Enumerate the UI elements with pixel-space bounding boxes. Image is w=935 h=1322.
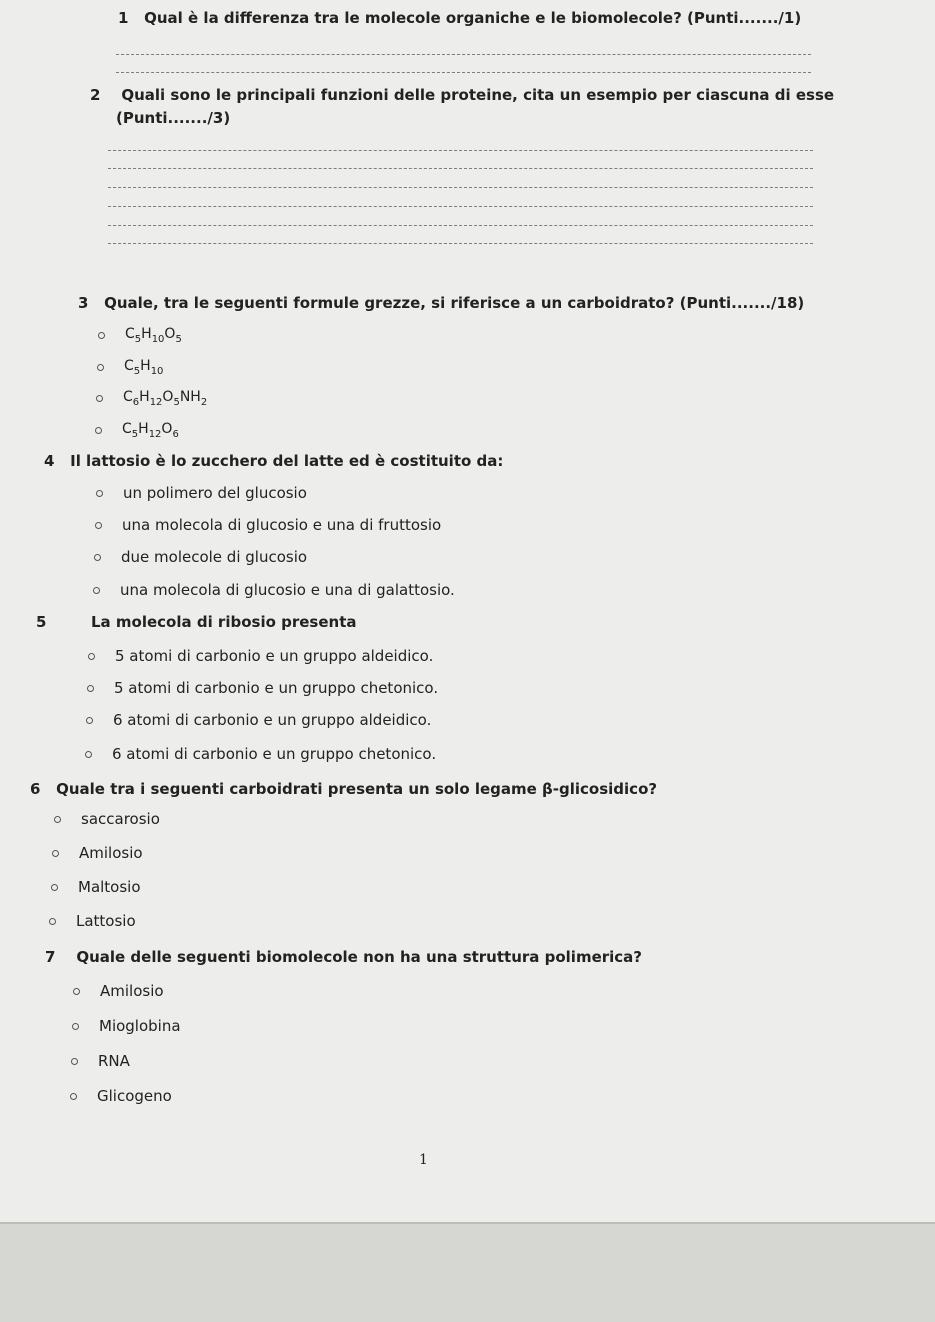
answer-line[interactable] — [108, 168, 813, 169]
option-label: una molecola di glucosio e una di galattosio. — [120, 581, 455, 599]
option-label: saccarosio — [81, 810, 160, 828]
answer-line[interactable] — [108, 206, 813, 207]
radio-bullet[interactable] — [54, 816, 61, 823]
question-text: Quale tra i seguenti carboidrati presenta un solo legame β-glicosidico? — [56, 780, 658, 798]
radio-bullet[interactable] — [98, 332, 105, 339]
radio-bullet[interactable] — [94, 554, 101, 561]
question-text: Il lattosio è lo zucchero del latte ed è costituito da: — [70, 452, 504, 470]
formula: $C_5H_{10}$ — [124, 358, 164, 377]
radio-bullet[interactable] — [96, 395, 103, 402]
question-3 — [78, 294, 804, 312]
radio-bullet[interactable] — [88, 653, 95, 660]
option-label: una molecola di glucosio e una di fruttosio — [122, 516, 442, 534]
question-text: Qual è la differenza tra le molecole organiche e le biomolecole? (Punti......./1) — [144, 9, 802, 27]
option-label: un polimero del glucosio — [123, 484, 307, 502]
option-7b[interactable] — [72, 1017, 181, 1035]
option-label: Glicogeno — [97, 1087, 172, 1105]
question-6 — [30, 780, 657, 798]
radio-bullet[interactable] — [70, 1093, 77, 1100]
radio-bullet[interactable] — [87, 685, 94, 692]
option-4a[interactable] — [96, 484, 307, 502]
question-text: Quali sono le principali funzioni delle proteine, cita un esempio per ciascuna di esse — [121, 86, 835, 104]
question-number: 1 — [118, 9, 129, 27]
option-4d[interactable] — [93, 581, 455, 599]
question-text: La molecola di ribosio presenta — [91, 613, 357, 631]
radio-bullet[interactable] — [96, 490, 103, 497]
radio-bullet[interactable] — [85, 751, 92, 758]
question-4 — [44, 452, 503, 470]
radio-bullet[interactable] — [93, 587, 100, 594]
option-label: 5 atomi di carbonio e un gruppo chetonico. — [114, 679, 439, 697]
question-number: 2 — [90, 86, 101, 104]
radio-bullet[interactable] — [71, 1058, 78, 1065]
option-label: Lattosio — [76, 912, 136, 930]
formula: $C_5H_{12}O_6$ — [122, 421, 179, 440]
radio-bullet[interactable] — [52, 850, 59, 857]
option-7c[interactable] — [71, 1052, 130, 1070]
option-3a[interactable] — [98, 326, 182, 345]
option-4b[interactable] — [95, 516, 441, 534]
option-6b[interactable] — [52, 844, 143, 862]
option-label: Mioglobina — [99, 1017, 181, 1035]
radio-bullet[interactable] — [73, 988, 80, 995]
option-6c[interactable] — [51, 878, 141, 896]
question-2-points: (Punti......./3) — [116, 109, 231, 127]
answer-line[interactable] — [108, 225, 813, 226]
option-label: 6 atomi di carbonio e un gruppo chetonico. — [112, 745, 437, 763]
answer-line[interactable] — [116, 72, 811, 73]
option-label: Amilosio — [100, 982, 164, 1000]
option-5a[interactable] — [88, 647, 433, 665]
option-label: due molecole di glucosio — [121, 548, 308, 566]
radio-bullet[interactable] — [95, 522, 102, 529]
question-7 — [45, 948, 642, 966]
question-number: 7 — [45, 948, 56, 966]
option-6a[interactable] — [54, 810, 160, 828]
option-label: Amilosio — [79, 844, 143, 862]
question-text: Quale, tra le seguenti formule grezze, si riferisce a un carboidrato? (Punti......./18) — [104, 294, 805, 312]
answer-line[interactable] — [116, 54, 811, 55]
radio-bullet[interactable] — [95, 427, 102, 434]
option-6d[interactable] — [49, 912, 136, 930]
option-label: 5 atomi di carbonio e un gruppo aldeidico. — [115, 647, 434, 665]
option-3b[interactable] — [97, 358, 163, 377]
question-2 — [90, 86, 834, 104]
radio-bullet[interactable] — [72, 1023, 79, 1030]
formula: $C_6H_{12}O_5NH_2$ — [123, 389, 208, 408]
answer-line[interactable] — [108, 187, 813, 188]
question-number: 3 — [78, 294, 89, 312]
radio-bullet[interactable] — [86, 717, 93, 724]
question-number: 6 — [30, 780, 41, 798]
radio-bullet[interactable] — [97, 364, 104, 371]
option-4c[interactable] — [94, 548, 307, 566]
question-number: 5 — [36, 613, 47, 631]
option-7a[interactable] — [73, 982, 164, 1000]
option-3d[interactable] — [95, 421, 179, 440]
radio-bullet[interactable] — [49, 918, 56, 925]
background-surface — [0, 1222, 935, 1322]
radio-bullet[interactable] — [51, 884, 58, 891]
option-7d[interactable] — [70, 1087, 172, 1105]
question-1 — [118, 9, 801, 27]
question-5 — [36, 613, 357, 631]
option-label: 6 atomi di carbonio e un gruppo aldeidico. — [113, 711, 432, 729]
option-5b[interactable] — [87, 679, 438, 697]
question-text: Quale delle seguenti biomolecole non ha una struttura polimerica? — [76, 948, 643, 966]
option-3c[interactable] — [96, 389, 207, 408]
answer-line[interactable] — [108, 150, 813, 151]
option-5c[interactable] — [86, 711, 431, 729]
question-number: 4 — [44, 452, 55, 470]
option-label: Maltosio — [78, 878, 141, 896]
option-5d[interactable] — [85, 745, 436, 763]
page-number: 1 — [419, 1152, 428, 1168]
option-label: RNA — [98, 1052, 130, 1070]
answer-line[interactable] — [108, 243, 813, 244]
formula: $C_5H_{10}O_5$ — [125, 326, 182, 345]
